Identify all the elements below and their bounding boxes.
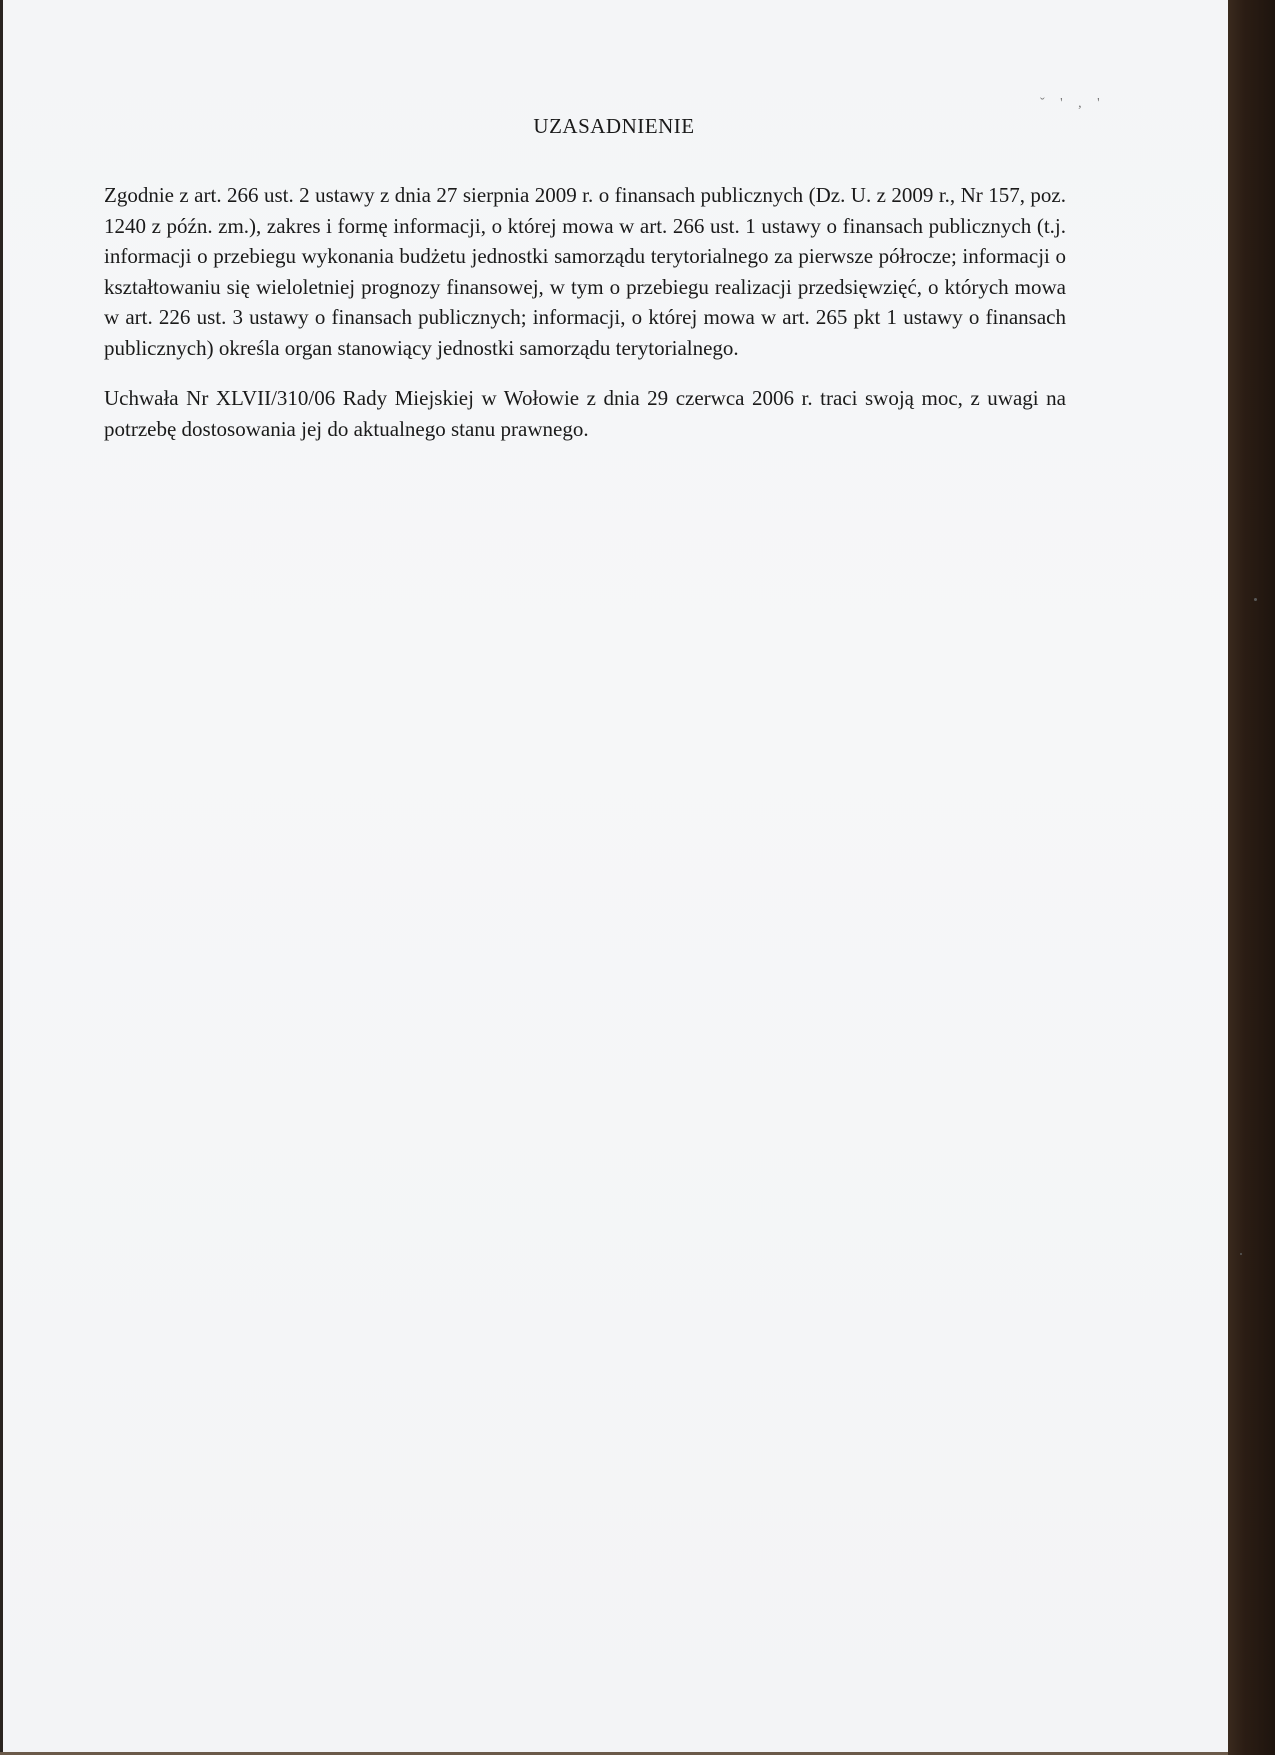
paragraph-repeal: Uchwała Nr XLVII/310/06 Rady Miejskiej w Wołowie z dnia 29 czerwca 2006 r. traci swoją moc, z uwagi na potrzebę dostosowania jej do aktualnego stanu prawnego. — [104, 386, 1066, 441]
scan-right-border — [1228, 0, 1275, 1755]
document-title: UZASADNIENIE — [533, 114, 695, 138]
scan-speck — [1254, 598, 1257, 601]
scan-speck — [1240, 1253, 1242, 1255]
scan-left-edge — [0, 0, 3, 1755]
document-body — [104, 180, 1066, 464]
paragraph-legal-basis: Zgodnie z art. 266 ust. 2 ustawy z dnia 27 sierpnia 2009 r. o finansach publicznych (Dz. U. z 2009 r., Nr 157, poz. 1240 z późn. zm.), zakres i formę informacji, o której mowa w art. 266 ust. 1 ustawy o finansach publicznych (t.j. informacji o przebiegu wykonania budżetu jednostki samorządu terytorialnego za pierwsze półrocze; informacji o kształtowaniu się wieloletniej prognozy finansowej, w tym o przebiegu realizacji przedsięwzięć, o których mowa w art. 226 ust. 3 ustawy o finansach publicznych; informacji, o której mowa w art. 265 pkt 1 ustawy o finansach publicznych) określa organ stanowiący jednostki samorządu terytorialnego. — [104, 183, 1066, 360]
scan-artifact-marks: ˇ ' , ' — [1040, 96, 1106, 111]
